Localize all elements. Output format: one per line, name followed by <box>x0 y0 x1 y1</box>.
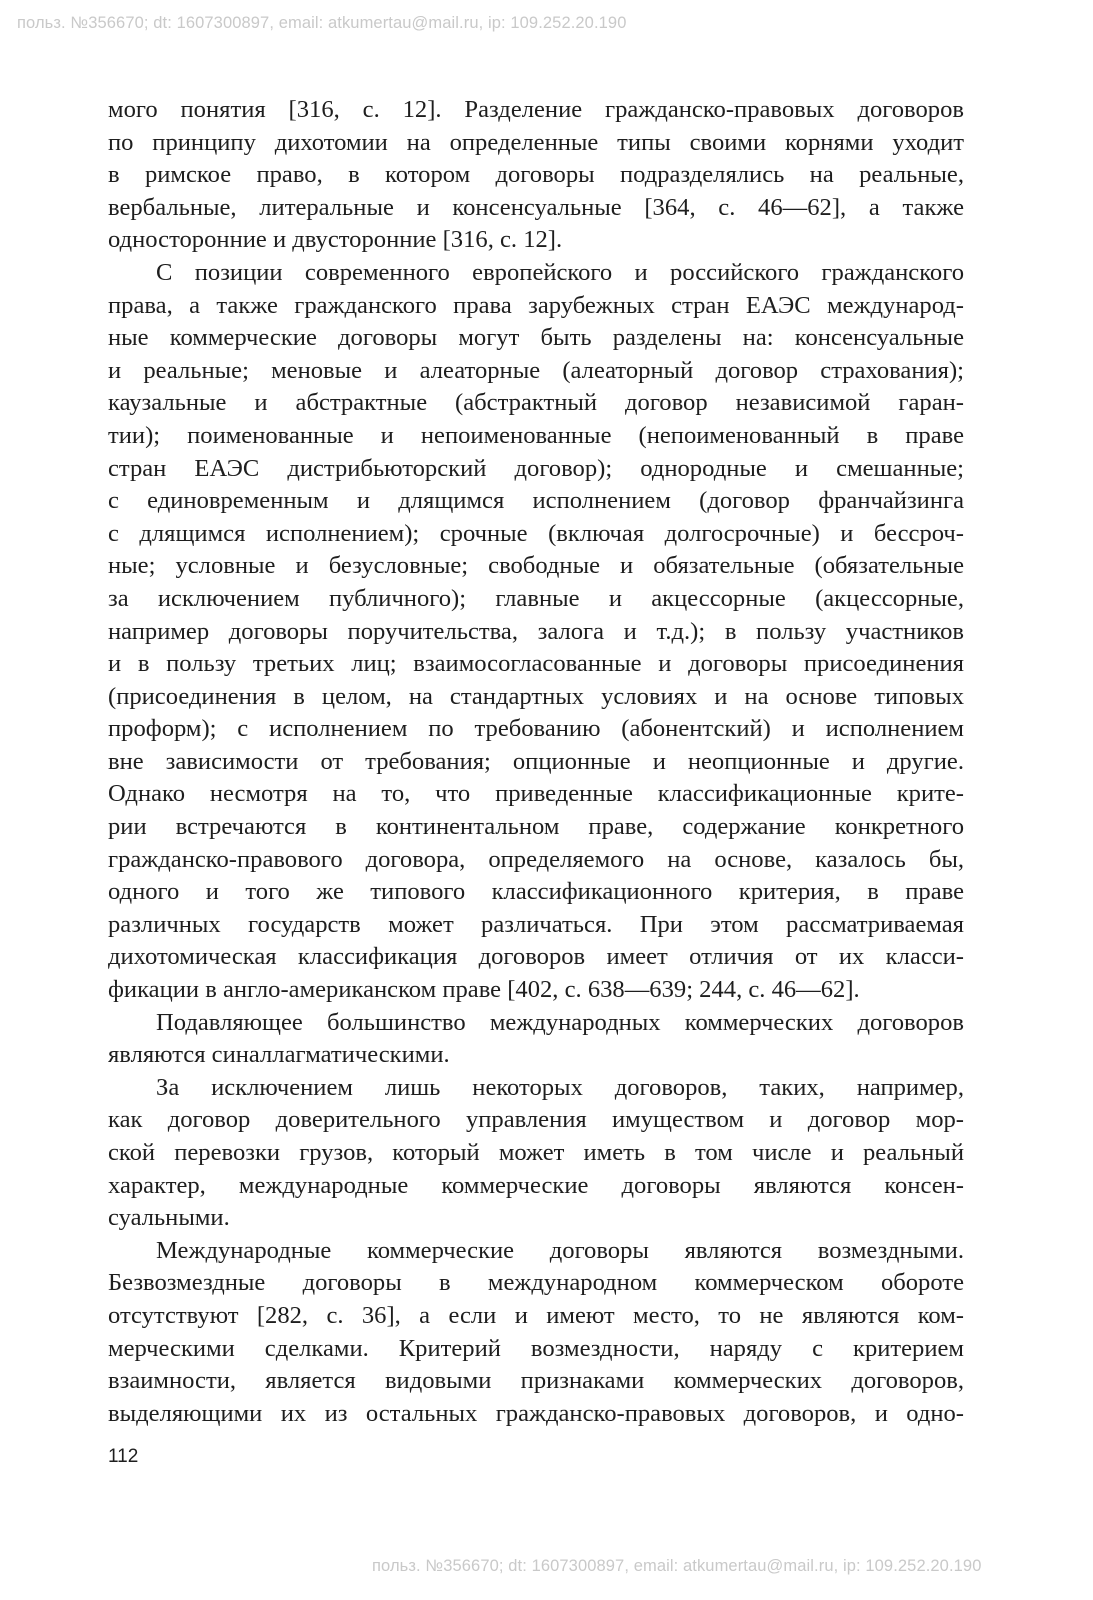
text-line: односторонние и двусторонние [316, с. 12]. <box>108 226 563 254</box>
text-line: ской перевозки грузов, который может иметь в том числе и реальный <box>108 1139 964 1166</box>
text-line: взаимности, является видовыми признаками коммерческих договоров, <box>108 1367 964 1395</box>
text-line: проформ); с исполнением по требованию (абонентский) и исполнением <box>108 715 964 743</box>
text-line: С позиции современного европейского и российского гражданского <box>156 258 964 286</box>
text-line: вне зависимости от требования; опционные и неопционные и другие. <box>108 747 964 775</box>
text-line: в римское право, в котором договоры подразделялись на реальные, <box>108 161 964 189</box>
text-line: гражданско-правового договора, определяемого на основе, казалось бы, <box>108 845 964 873</box>
watermark-bottom: польз. №356670; dt: 1607300897, email: atkumertau@mail.ru, ip: 109.252.20.190 <box>372 1557 982 1575</box>
text-line: фикации в англо-американском праве [402, с. 638—639; 244, с. 46—62]. <box>108 976 860 1004</box>
text-line: например договоры поручительства, залога и т.д.); в пользу участников <box>108 617 964 645</box>
text-line: вербальные, литеральные и консенсуальные [364, с. 46—62], а также <box>108 193 964 221</box>
text-line: выделяющими их из остальных гражданско-правовых договоров, и одно- <box>108 1399 964 1427</box>
text-line: различных государств может различаться. При этом рассматриваемая <box>108 910 964 938</box>
text-line: (присоединения в целом, на стандартных условиях и на основе типовых <box>108 682 964 710</box>
text-line: мерческими сделками. Критерий возмездности, наряду с критерием <box>108 1334 964 1362</box>
page-number: 112 <box>108 1446 139 1467</box>
text-line: стран ЕАЭС дистрибьюторский договор); однородные и смешанные; <box>108 454 964 482</box>
text-line: Безвозмездные договоры в международном коммерческом обороте <box>108 1269 964 1297</box>
text-line: Международные коммерческие договоры являются возмездными. <box>156 1236 964 1264</box>
text-line: являются синаллагматическими. <box>108 1041 450 1069</box>
text-line: За исключением лишь некоторых договоров, таких, например, <box>156 1073 964 1101</box>
text-line: с единовременным и длящимся исполнением (договор франчайзинга <box>108 487 964 515</box>
text-line: Подавляющее большинство международных коммерческих договоров <box>156 1008 964 1036</box>
text-line: рии встречаются в континентальном праве, содержание конкретного <box>108 813 964 841</box>
text-line: с длящимся исполнением); срочные (включая долгосрочные) и бессроч- <box>108 519 964 547</box>
text-line: суальными. <box>108 1204 230 1232</box>
watermark-top: польз. №356670; dt: 1607300897, email: atkumertau@mail.ru, ip: 109.252.20.190 <box>17 14 627 32</box>
text-line: мого понятия [316, с. 12]. Разделение гражданско-правовых договоров <box>108 96 964 123</box>
text-line: и в пользу третьих лиц; взаимосогласованные и договоры присоединения <box>108 650 964 678</box>
text-line: и реальные; меновые и алеаторные (алеаторный договор страхования); <box>108 356 964 384</box>
text-line: тии); поименованные и непоименованные (непоименованный в праве <box>108 421 964 449</box>
text-line: как договор доверительного управления имуществом и договор мор- <box>108 1106 964 1134</box>
text-line: каузальные и абстрактные (абстрактный договор независимой гаран- <box>108 389 964 417</box>
text-line: характер, международные коммерческие договоры являются консен- <box>108 1171 964 1199</box>
text-line: ные коммерческие договоры могут быть разделены на: консенсуальные <box>108 324 964 352</box>
text-line: ные; условные и безусловные; свободные и обязательные (обязательные <box>108 552 964 580</box>
text-line: отсутствуют [282, с. 36], а если и имеют место, то не являются ком- <box>108 1301 964 1329</box>
text-line: Однако несмотря на то, что приведенные классификационные крите- <box>108 780 964 808</box>
text-line: за исключением публичного); главные и акцессорные (акцессорные, <box>108 584 964 612</box>
text-line: одного и того же типового классификационного критерия, в праве <box>108 878 964 906</box>
body-text <box>108 94 964 1430</box>
text-line: дихотомическая классификация договоров имеет отличия от их класси- <box>108 943 964 971</box>
text-line: права, а также гражданского права зарубежных стран ЕАЭС международ- <box>108 291 964 319</box>
text-line: по принципу дихотомии на определенные типы своими корнями уходит <box>108 128 964 156</box>
